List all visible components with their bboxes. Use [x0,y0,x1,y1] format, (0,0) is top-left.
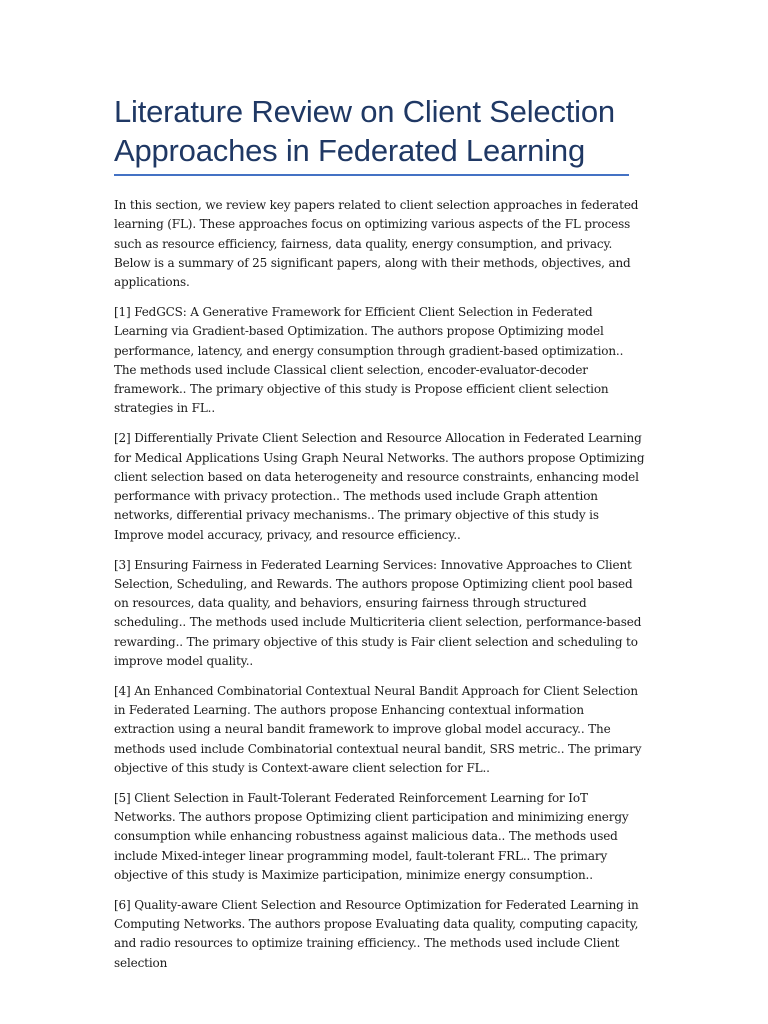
paper-entry-3: [3] Ensuring Fairness in Federated Learning Services: Innovative Approaches to Client Selection, Scheduling, and Rewards. The authors propose Optimizing client pool based on resources, data quality, and behaviors, ensuring fairness through structured scheduling.. The methods used include Multicriteria client selection, performance-based rewarding.. The primary objective of this study is Fair client selection and scheduling to improve model quality.. [114,557,642,669]
title-underline [114,174,629,176]
document-page [114,92,646,983]
intro-paragraph: In this section, we review key papers related to client selection approaches in federated learning (FL). These approaches focus on optimizing various aspects of the FL process such as resource efficiency, fairness, data quality, energy consumption, and privacy. Below is a summary of 25 significant papers, along with their methods, objectives, and applications. [114,198,639,290]
paper-entry-5: [5] Client Selection in Fault-Tolerant Federated Reinforcement Learning for IoT Networks. The authors propose Optimizing client participation and minimizing energy consumption while enhancing robustness against malicious data.. The methods used include Mixed-integer linear programming model, fault-tolerant FRL.. The primary objective of this study is Maximize participation, minimize energy consumption.. [114,790,629,882]
paper-entry-1: [1] FedGCS: A Generative Framework for Efficient Client Selection in Federated Learning via Gradient-based Optimization. The authors propose Optimizing model performance, latency, and energy consumption through gradient-based optimization.. The methods used include Classical client selection, encoder-evaluator-decoder framework.. The primary objective of this study is Propose efficient client selection strategies in FL.. [114,304,624,416]
paper-entry-2: [2] Differentially Private Client Selection and Resource Allocation in Federated Learning for Medical Applications Using Graph Neural Networks. The authors propose Optimizing client selection based on data heterogeneity and resource constraints, enhancing model performance with privacy protection.. The methods used include Graph attention networks, differential privacy mechanisms.. The primary objective of this study is Improve model accuracy, privacy, and resource efficiency.. [114,431,645,542]
paper-entry-6: [6] Quality-aware Client Selection and Resource Optimization for Federated Learning in Computing Networks. The authors propose Evaluating data quality, computing capacity, and radio resources to optimize training efficiency.. The methods used include Client selection [114,897,639,970]
document-title: Literature Review on Client Selection Approaches in Federated Learning [114,94,615,168]
paper-entry-4: [4] An Enhanced Combinatorial Contextual Neural Bandit Approach for Client Selection in Federated Learning. The authors propose Enhancing contextual information extraction using a neural bandit framework to improve global model accuracy.. The methods used include Combinatorial contextual neural bandit, SRS metric.. The primary objective of this study is Context-aware client selection for FL.. [114,683,642,776]
